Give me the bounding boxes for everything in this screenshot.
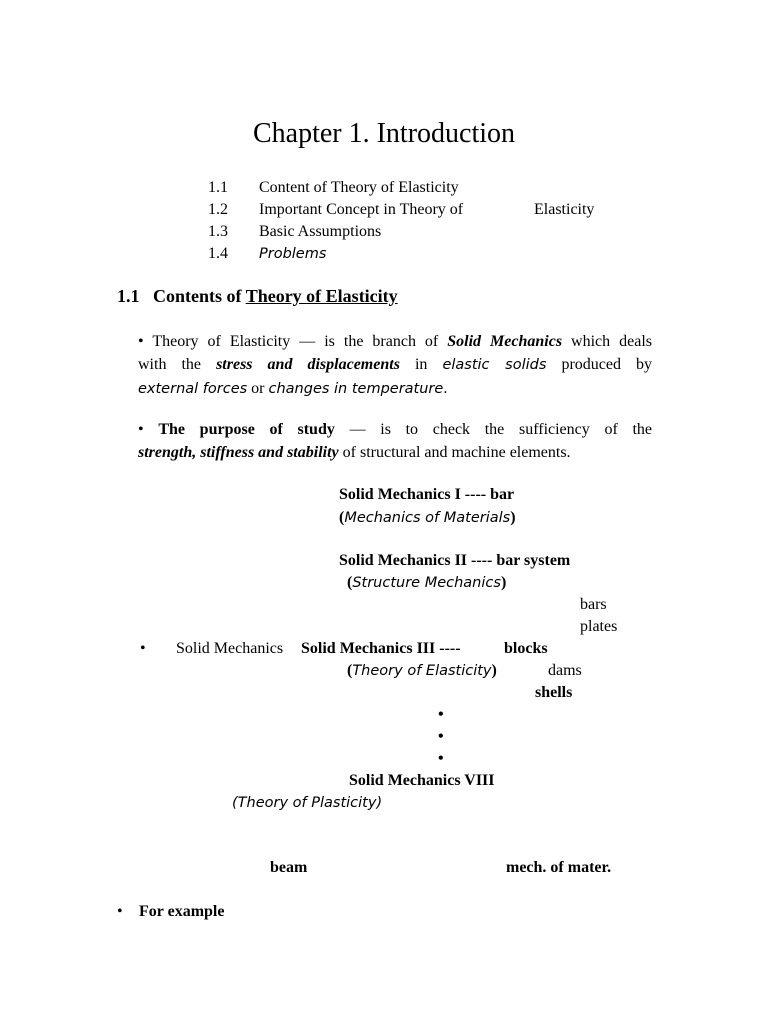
text: .	[443, 380, 448, 397]
solid-mechanics-1-subtitle	[339, 509, 516, 527]
text: with the	[138, 356, 202, 373]
solid-mechanics-8: Solid Mechanics VIII	[349, 772, 495, 789]
section-underlined-title: Theory of Elasticity	[245, 286, 398, 306]
toc-number: 1.3	[208, 223, 228, 240]
text: of structural and machine elements.	[342, 444, 571, 461]
italic-text: Theory of Plasticity	[237, 795, 377, 811]
paragraph-purpose	[138, 418, 652, 464]
italic-text: Mechanics of Materials	[344, 510, 511, 526]
toc-item	[0, 223, 768, 243]
paragraph-definition	[138, 330, 652, 401]
paren: )	[376, 795, 383, 811]
example-shells: shells	[535, 684, 573, 701]
solid-mechanics-8-subtitle	[232, 794, 382, 812]
solid-mechanics-2-subtitle	[347, 574, 506, 592]
toc-item	[0, 245, 768, 265]
section-number: 1.1	[117, 286, 140, 306]
text: Theory of Elasticity — is the branch of	[152, 333, 439, 350]
text: — is to check the sufficiency of the	[349, 421, 653, 438]
solid-mechanics-2: Solid Mechanics II ---- bar system	[339, 552, 571, 569]
toc-item	[0, 201, 768, 221]
toc-number: 1.2	[208, 201, 228, 218]
section-lead: Contents of	[153, 286, 242, 306]
toc-text: Content of Theory of Elasticity	[259, 179, 459, 196]
paren: (	[232, 795, 238, 811]
emphasis-text: strength, stiffness and stability	[138, 444, 339, 461]
section-heading	[117, 286, 398, 307]
italic-text: Structure Mechanics	[352, 575, 501, 591]
bullet: •	[138, 421, 144, 438]
paren: (	[347, 574, 353, 591]
toc-text: Important Concept in Theory of	[259, 201, 464, 218]
emphasis-text: stress and displacements	[216, 356, 400, 373]
example-blocks: blocks	[504, 640, 548, 657]
example-plates: plates	[580, 618, 618, 635]
paren: )	[491, 662, 497, 679]
bullet: •	[138, 333, 144, 350]
paren: (	[347, 662, 353, 679]
example-dams: dams	[548, 662, 582, 679]
bold-text: The purpose of study	[158, 421, 335, 438]
italic-text: changes in temperature	[268, 381, 444, 397]
italic-text: elastic solids	[442, 357, 547, 373]
text: which deals	[571, 333, 653, 350]
bullet: •	[140, 640, 146, 657]
solid-mechanics-1: Solid Mechanics I ---- bar	[339, 486, 515, 503]
text: produced by	[561, 356, 652, 373]
chapter-title: Chapter 1. Introduction	[252, 118, 516, 149]
label-mech-of-mater: mech. of mater.	[506, 859, 612, 876]
for-example: For example	[139, 903, 225, 920]
solid-mechanics-3-subtitle	[347, 662, 497, 680]
toc-text-tail: Elasticity	[534, 201, 595, 218]
italic-text: external forces	[138, 381, 248, 397]
toc-item	[0, 179, 768, 199]
paren: (	[339, 509, 345, 526]
solid-mechanics-label: Solid Mechanics	[176, 640, 284, 657]
solid-mechanics-3: Solid Mechanics III ----	[301, 640, 461, 657]
ellipsis-dot: •	[438, 706, 444, 723]
ellipsis-dot: •	[438, 728, 444, 745]
italic-text: Theory of Elasticity	[352, 663, 492, 679]
emphasis-text: Solid Mechanics	[447, 333, 563, 350]
toc-number: 1.4	[208, 245, 228, 262]
label-beam: beam	[270, 859, 308, 876]
bullet: •	[117, 903, 123, 920]
ellipsis-dot: •	[438, 750, 444, 767]
paren: )	[510, 509, 516, 526]
toc-text: Problems	[259, 246, 327, 262]
toc-text: Basic Assumptions	[259, 223, 382, 240]
text: or	[251, 380, 265, 397]
toc-number: 1.1	[208, 179, 228, 196]
example-bars: bars	[580, 596, 607, 613]
paren: )	[500, 574, 507, 591]
text: in	[414, 356, 428, 373]
